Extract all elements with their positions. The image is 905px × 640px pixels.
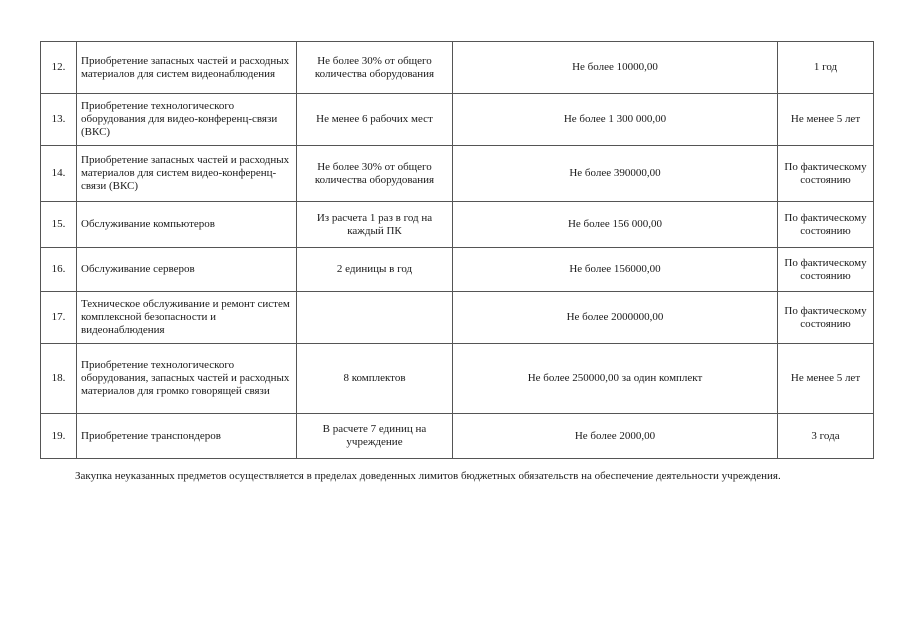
row-price: Не более 390000,00 xyxy=(453,146,778,202)
row-item-name: Техническое обслуживание и ремонт систем комплексной безопасности и видеонаблюдения xyxy=(77,292,297,344)
row-price: Не более 2000,00 xyxy=(453,414,778,459)
table-row xyxy=(41,202,874,248)
row-item-name: Обслуживание компьютеров xyxy=(77,202,297,248)
row-term: По фактическому состоянию xyxy=(778,146,874,202)
row-price: Не более 1 300 000,00 xyxy=(453,94,778,146)
row-number: 17. xyxy=(41,292,77,344)
row-number: 16. xyxy=(41,248,77,292)
row-quantity: 2 единицы в год xyxy=(297,248,453,292)
row-item-name: Обслуживание серверов xyxy=(77,248,297,292)
row-term: Не менее 5 лет xyxy=(778,94,874,146)
row-item-name: Приобретение технологического оборудования, запасных частей и расходных материалов для громко говорящей связи xyxy=(77,344,297,414)
row-quantity xyxy=(297,292,453,344)
procurement-table xyxy=(40,41,874,459)
table-row xyxy=(41,414,874,459)
table-row xyxy=(41,292,874,344)
row-term: 3 года xyxy=(778,414,874,459)
row-quantity: Не менее 6 рабочих мест xyxy=(297,94,453,146)
row-term: Не менее 5 лет xyxy=(778,344,874,414)
row-number: 13. xyxy=(41,94,77,146)
row-quantity: Не более 30% от общего количества оборудования xyxy=(297,42,453,94)
row-term: 1 год xyxy=(778,42,874,94)
row-number: 12. xyxy=(41,42,77,94)
row-quantity: В расчете 7 единиц на учреждение xyxy=(297,414,453,459)
row-item-name: Приобретение запасных частей и расходных материалов для систем видеонаблюдения xyxy=(77,42,297,94)
row-term: По фактическому состоянию xyxy=(778,292,874,344)
row-quantity: 8 комплектов xyxy=(297,344,453,414)
footnote-paragraph: Закупка неуказанных предметов осуществляется в пределах доведенных лимитов бюджетных обязательств на обеспечение деятельности учреждения. xyxy=(75,470,781,482)
row-price: Не более 2000000,00 xyxy=(453,292,778,344)
row-quantity: Из расчета 1 раз в год на каждый ПК xyxy=(297,202,453,248)
row-price: Не более 156 000,00 xyxy=(453,202,778,248)
row-item-name: Приобретение транспондеров xyxy=(77,414,297,459)
row-number: 18. xyxy=(41,344,77,414)
table-row xyxy=(41,42,874,94)
row-term: По фактическому состоянию xyxy=(778,202,874,248)
row-number: 14. xyxy=(41,146,77,202)
row-item-name: Приобретение запасных частей и расходных материалов для систем видео-конференц-связи (ВКС) xyxy=(77,146,297,202)
row-quantity: Не более 30% от общего количества оборудования xyxy=(297,146,453,202)
row-price: Не более 250000,00 за один комплект xyxy=(453,344,778,414)
table-row xyxy=(41,94,874,146)
row-price: Не более 156000,00 xyxy=(453,248,778,292)
row-term: По фактическому состоянию xyxy=(778,248,874,292)
table-row xyxy=(41,146,874,202)
row-price: Не более 10000,00 xyxy=(453,42,778,94)
row-item-name: Приобретение технологического оборудования для видео-конференц-связи (ВКС) xyxy=(77,94,297,146)
table-row xyxy=(41,248,874,292)
row-number: 15. xyxy=(41,202,77,248)
table-row xyxy=(41,344,874,414)
row-number: 19. xyxy=(41,414,77,459)
